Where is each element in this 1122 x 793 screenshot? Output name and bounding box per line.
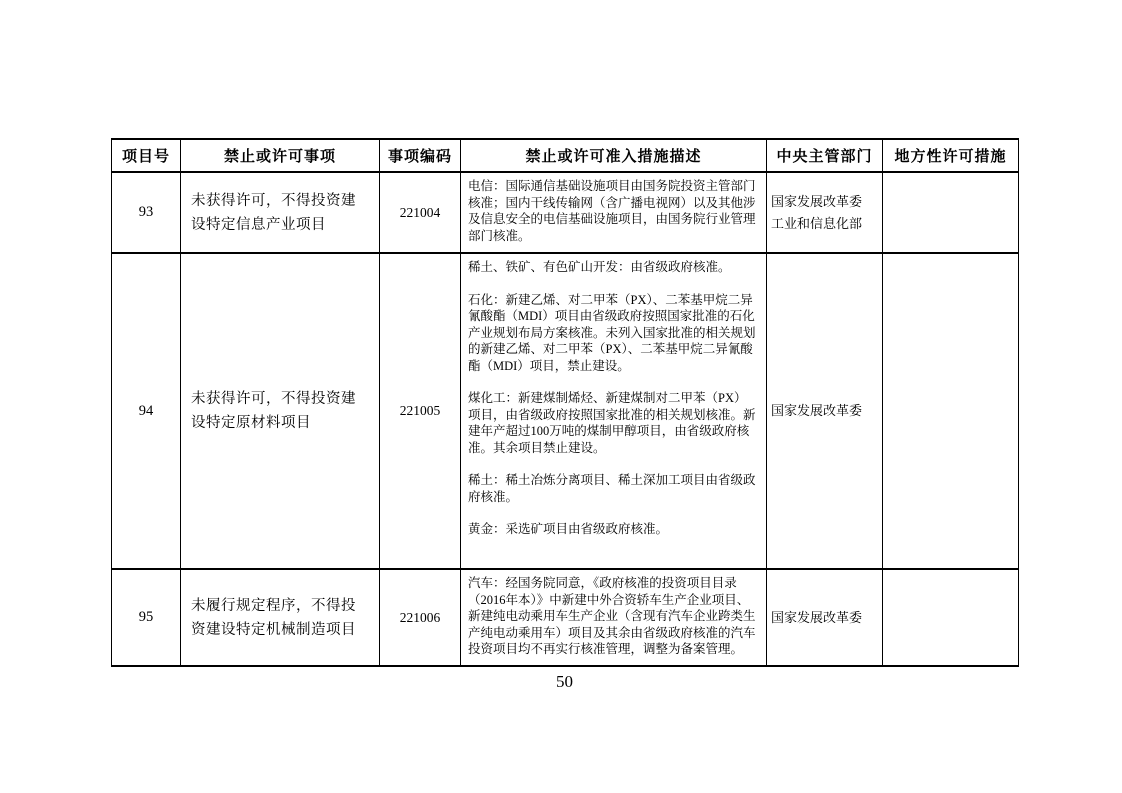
description-paragraph: 电信：国际通信基础设施项目由国务院投资主管部门核准；国内干线传输网（含广播电视网）以及其他涉及信息安全的电信基础设施项目，由国务院行业管理部门核准。 (468, 179, 756, 243)
table-header-row (112, 139, 1019, 172)
department-line: 国家发展改革委 (771, 193, 863, 209)
col-header-item: 禁止或许可事项 (181, 139, 380, 172)
cell-item: 未获得许可，不得投资建设特定原材料项目 (181, 253, 380, 569)
department-line: 国家发展改革委 (771, 609, 863, 625)
col-header-project-no: 项目号 (112, 139, 181, 172)
cell-project-no: 94 (112, 253, 181, 569)
description-paragraph: 黄金：采选矿项目由省级政府核准。 (468, 522, 669, 536)
cell-item: 未获得许可，不得投资建设特定信息产业项目 (181, 172, 380, 253)
department-line: 国家发展改革委 (771, 403, 863, 418)
cell-project-no: 93 (112, 172, 181, 253)
table-row-94 (112, 253, 1019, 569)
cell-local-measures (883, 172, 1019, 253)
cell-local-measures (883, 253, 1019, 569)
cell-description (461, 253, 767, 569)
col-header-central-department: 中央主管部门 (767, 139, 883, 172)
cell-project-no: 95 (112, 569, 181, 666)
cell-central-department (767, 172, 883, 253)
description-paragraph: 煤化工：新建煤制烯烃、新建煤制对二甲苯（PX）项目，由省级政府按照国家批准的相关规划核准。新建年产超过100万吨的煤制甲醇项目，由省级政府核准。其余项目禁止建设。 (468, 391, 756, 455)
cell-local-measures (883, 569, 1019, 666)
cell-description (461, 172, 767, 253)
col-header-code: 事项编码 (380, 139, 461, 172)
col-header-measure-description: 禁止或许可准入措施描述 (461, 139, 767, 172)
page-number: 50 (556, 672, 573, 691)
description-paragraph: 稀土、铁矿、有色矿山开发：由省级政府核准。 (468, 260, 731, 274)
description-paragraph: 汽车：经国务院同意，《政府核准的投资项目目录（2016年本）》中新建中外合资轿车生产企业项目、新建纯电动乘用车生产企业（含现有汽车企业跨类生产纯电动乘用车）项目及其余由省级政府核准的汽车投资项目均不再实行核准管理，调整为备案管理。 (468, 576, 756, 656)
regulation-table (111, 138, 1019, 667)
cell-code: 221005 (380, 253, 461, 569)
cell-central-department (767, 569, 883, 666)
description-paragraph: 稀土：稀土冶炼分离项目、稀土深加工项目由省级政府核准。 (468, 473, 756, 504)
cell-item: 未履行规定程序，不得投资建设特定机械制造项目 (181, 569, 380, 666)
department-line: 工业和信息化部 (771, 215, 863, 231)
cell-central-department (767, 253, 883, 569)
col-header-local-measures: 地方性许可措施 (883, 139, 1019, 172)
description-paragraph: 石化：新建乙烯、对二甲苯（PX）、二苯基甲烷二异氰酸酯（MDI）项目由省级政府按照国家批准的石化产业规划布局方案核准。未列入国家批准的相关规划的新建乙烯、对二甲苯（PX）、二苯基甲烷二异氰酸酯（MDI）项目，禁止建设。 (468, 292, 756, 373)
table-row-95 (112, 569, 1019, 666)
cell-description (461, 569, 767, 666)
cell-code: 221006 (380, 569, 461, 666)
table-row-93 (112, 172, 1019, 253)
cell-code: 221004 (380, 172, 461, 253)
